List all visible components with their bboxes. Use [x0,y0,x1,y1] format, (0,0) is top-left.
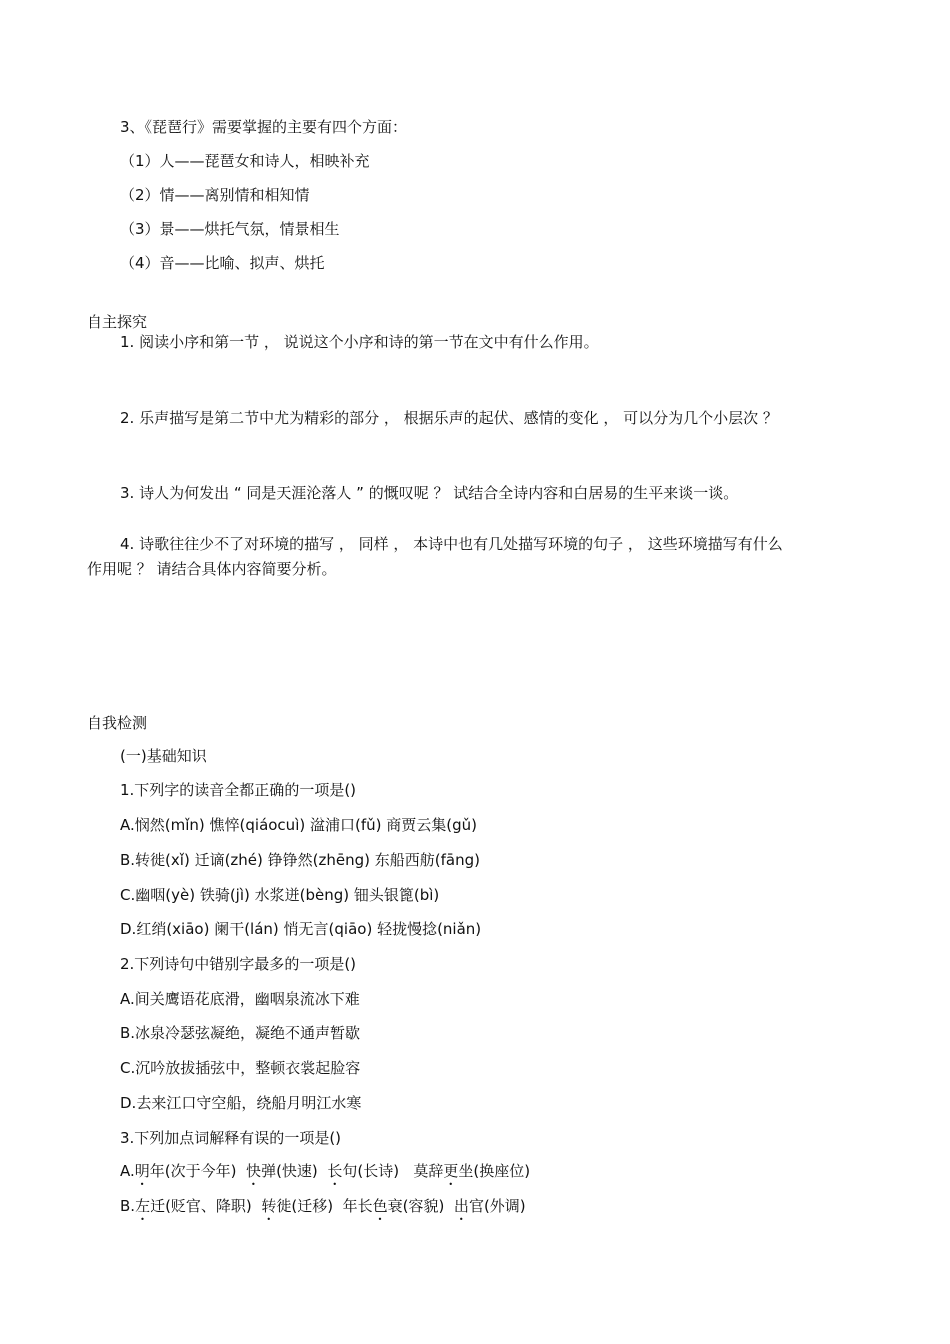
dotted-char: 色 [372,1197,388,1215]
question-stem: 1.下列字的读音全都正确的一项是() [120,781,357,799]
term-rest: 句(长诗) [342,1162,400,1180]
intro-point: （3）景——烘托气氛，情景相生 [120,220,340,238]
explore-question: 3. 诗人为何发出 “ 同是天涯沦落人 ” 的慨叹呢 ？ 试结合全诗内容和白居易的生平来谈一谈。 [120,484,739,502]
term-rest: 年(次于今年) [149,1162,237,1180]
explore-question: 2. 乐声描写是第二节中尤为精彩的部分 ， 根据乐声的起伏、感情的变化 ， 可以分为几个小层次 ？ [120,409,778,427]
subsection-title: (一)基础知识 [120,747,207,765]
explore-question: 4. 诗歌往往少不了对环境的描写 ， 同样 ， 本诗中也有几处描写环境的句子 ， 这些环境描写有什么 [120,535,783,553]
intro-point: （1）人——琵琶女和诗人，相映补充 [120,152,370,170]
dotted-char: 快 [246,1162,262,1180]
section-heading-test: 自我检测 [87,714,148,732]
explore-question-continued: 作用呢 ？ 请结合具体内容简要分析。 [87,560,337,578]
option-item: C.沉吟放拔插弦中，整顿衣裳起脸容 [120,1059,361,1077]
term-rest: 坐(换座位) [458,1162,531,1180]
option-item: D.红绡(xiāo) 阑干(lán) 悄无言(qiāo) 轻拢慢捻(niǎn) [120,920,482,938]
option-item-dotted [120,1161,530,1189]
term-rest: 衰(容貌) [387,1197,445,1215]
question-stem: 2.下列诗句中错别字最多的一项是() [120,955,357,973]
option-item-dotted [120,1196,526,1224]
option-item: A.间关鹰语花底滑，幽咽泉流冰下难 [120,990,360,1008]
dotted-char: 明 [134,1162,150,1180]
term-rest: 弹(快速) [261,1162,318,1180]
explore-question: 1. 阅读小序和第一节 ， 说说这个小序和诗的第一节在文中有什么作用。 [120,333,599,351]
option-prefix: B. [120,1197,136,1215]
dotted-char: 左 [135,1197,151,1215]
option-item: B.冰泉冷瑟弦凝绝，凝绝不通声暂歇 [120,1024,361,1042]
term-rest: 迁(贬官、降职) [150,1197,252,1215]
intro-point: （2）情——离别情和相知情 [120,186,310,204]
option-item: B.转徙(xǐ) 迁谪(zhé) 铮铮然(zhēng) 东船西舫(fāng) [120,851,480,869]
term-rest: 徙(迁移) [276,1197,334,1215]
term-pre: 年长 [342,1197,373,1215]
term-rest: 官(外调) [468,1197,526,1215]
dotted-char: 更 [443,1162,459,1180]
dotted-char: 转 [261,1197,277,1215]
intro-title: 3、《琵琶行》需要掌握的主要有四个方面： [120,118,408,136]
question-stem: 3.下列加点词解释有误的一项是() [120,1129,342,1147]
term-pre: 莫辞 [413,1162,444,1180]
option-prefix: A. [120,1162,135,1180]
intro-point: （4）音——比喻、拟声、烘托 [120,254,325,272]
dotted-char: 出 [453,1197,469,1215]
dotted-char: 长 [327,1162,343,1180]
option-item: D.去来江口守空船，绕船月明江水寒 [120,1094,362,1112]
section-heading-explore: 自主探究 [87,313,148,331]
option-item: A.悯然(mǐn) 憔悴(qiáocuì) 湓浦口(fǔ) 商贾云集(gǔ) [120,816,477,834]
option-item: C.幽咽(yè) 铁骑(jì) 水浆迸(bèng) 钿头银篦(bì) [120,886,440,904]
